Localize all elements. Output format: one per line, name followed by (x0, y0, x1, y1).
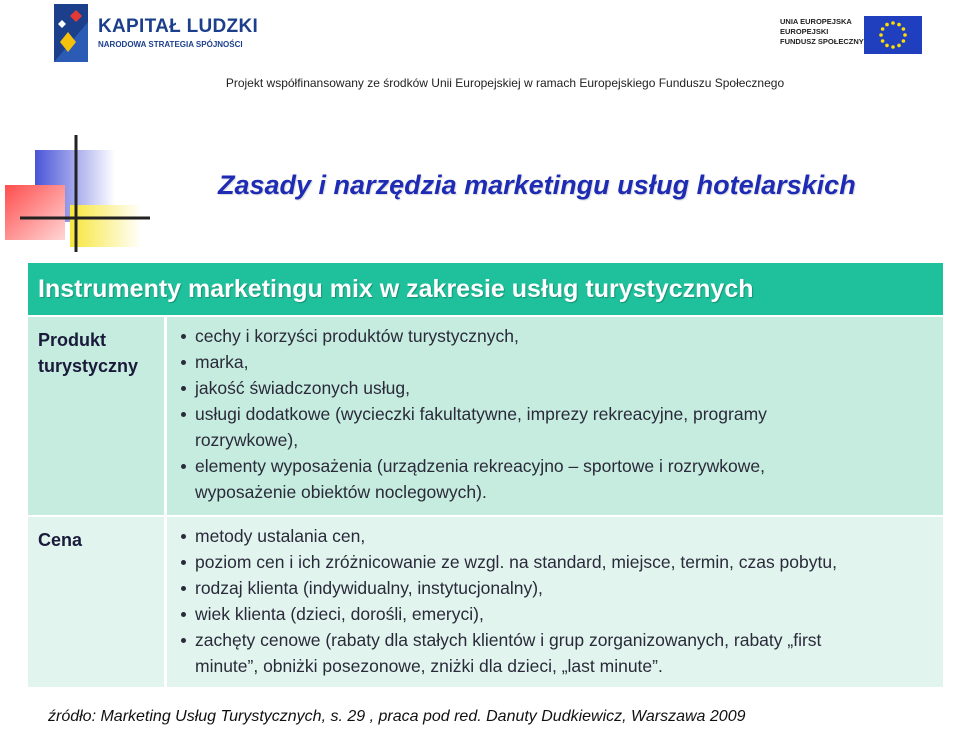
list-item-text: rodzaj klienta (indywidualny, instytucjonalny), (195, 578, 543, 598)
list-item (179, 375, 933, 401)
row-content (167, 517, 943, 687)
eu-logo-line: FUNDUSZ SPOŁECZNY (780, 37, 864, 46)
list-item (179, 627, 933, 679)
logo-left-title: KAPITAŁ LUDZKI (98, 16, 259, 37)
table-row (28, 315, 943, 515)
table-row (28, 515, 943, 687)
slide-title: Zasady i narzędzia marketingu usług hotelarskich (218, 170, 856, 200)
eu-flag-icon (864, 16, 922, 54)
project-funding-line: Projekt współfinansowany ze środków Unii Europejskiej w ramach Europejskiego Funduszu Społecznego (225, 76, 785, 90)
list-item-text: poziom cen i ich zróżnicowanie ze wzgl. na standard, miejsce, termin, czas pobytu, (195, 552, 837, 572)
list-item-text: wyposażenie obiektów noclegowych). (195, 482, 487, 502)
row-label-produkt (28, 317, 167, 515)
table-header: Instrumenty marketingu mix w zakresie usług turystycznych (28, 263, 943, 315)
logo-left-subtitle: NARODOWA STRATEGIA SPÓJNOŚCI (98, 40, 243, 49)
list-item-text: wiek klienta (dzieci, dorośli, emeryci), (195, 604, 484, 624)
list-item (179, 601, 933, 627)
list-item-text: cechy i korzyści produktów turystycznych, (195, 326, 519, 346)
eu-logo-line: EUROPEJSKI (780, 27, 829, 36)
eu-logo-line: UNIA EUROPEJSKA (780, 17, 852, 26)
row-content (167, 317, 943, 515)
list-item-text: zachęty cenowe (rabaty dla stałych klientów i grup zorganizowanych, rabaty „first (195, 630, 822, 650)
list-item-text: jakość świadczonych usług, (195, 378, 410, 398)
list-item-text: elementy wyposażenia (urządzenia rekreacyjno – sportowe i rozrywkowe, (195, 456, 765, 476)
list-item (179, 349, 933, 375)
kapital-ludzki-logo-icon (50, 2, 92, 64)
marketing-mix-table (28, 263, 943, 687)
list-item (179, 401, 933, 453)
row-label-cena (28, 517, 167, 687)
list-item-text: rozrywkowe), (195, 430, 299, 450)
list-item (179, 523, 933, 549)
eu-logo-text (780, 17, 864, 47)
row-label-line: Cena (38, 530, 83, 550)
list-item (179, 549, 933, 575)
list-item-text: minute”, obniżki posezonowe, zniżki dla dzieci, „last minute”. (195, 656, 663, 676)
list-item (179, 323, 933, 349)
eu-logo (780, 14, 930, 58)
list-item-text: metody ustalania cen, (195, 526, 366, 546)
list-item-text: marka, (195, 352, 249, 372)
list-item (179, 575, 933, 601)
decorative-squares (0, 130, 150, 255)
row-label-line: Produkt (38, 330, 107, 350)
source-note: źródło: Marketing Usług Turystycznych, s. 29 , praca pod red. Danuty Dudkiewicz, Warszawa 2009 (48, 708, 746, 725)
list-item (179, 453, 933, 505)
kapital-ludzki-logo (50, 2, 259, 64)
list-item-text: usługi dodatkowe (wycieczki fakultatywne, imprezy rekreacyjne, programy (195, 404, 767, 424)
row-label-line: turystyczny (38, 356, 139, 376)
